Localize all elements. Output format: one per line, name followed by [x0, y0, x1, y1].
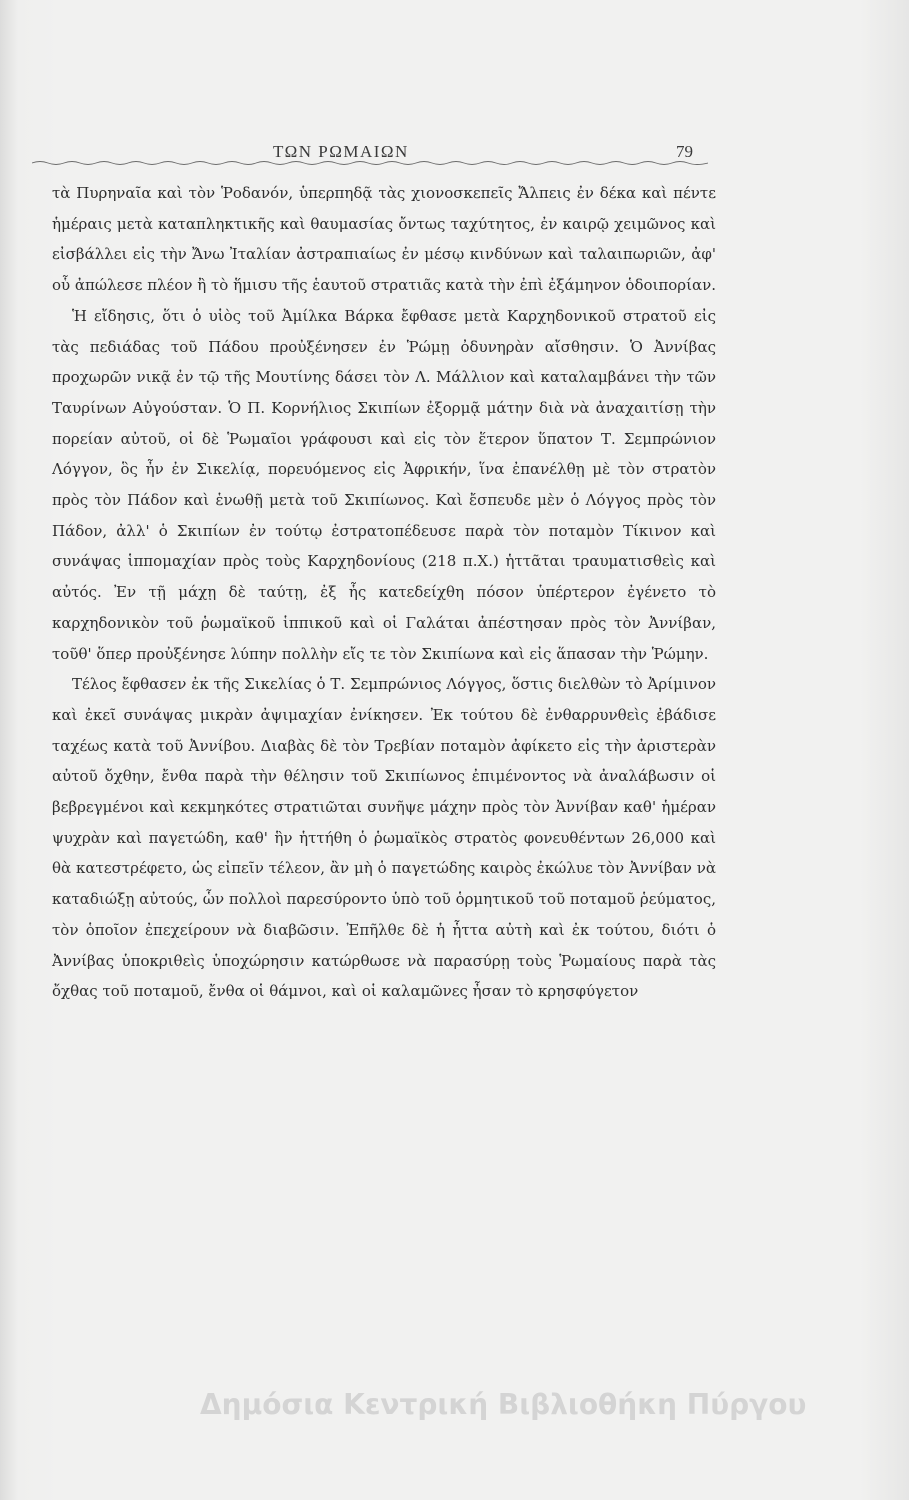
page-number: 79 [676, 142, 693, 161]
paragraph-1: τὰ Πυρηναῖα καὶ τὸν Ῥοδανόν, ὑπερπηδᾷ τὰς χιονοσκεπεῖς Ἄλπεις ἐν δέκα καὶ πέντε ἡμέραις μετὰ καταπληκτικῆς καὶ θαυμασίας ὄντως ταχύτητος, ἐν καιρῷ χειμῶνος καὶ εἰσβάλλει εἰς τὴν Ἄνω Ἰταλίαν ἀστραπιαίως ἐν μέσῳ κινδύνων καὶ ταλαιπωριῶν, ἀφ' οὗ ἀπώλεσε πλέον ἢ τὸ ἥμισυ τῆς ἑαυτοῦ στρατιᾶς κατὰ τὴν ἐπὶ ἐξάμηνον ὁδοιπορίαν. [52, 184, 716, 295]
library-watermark: Δημόσια Κεντρική Βιβλιοθήκη Πύργου [200, 1388, 807, 1421]
paragraph-3: Τέλος ἔφθασεν ἐκ τῆς Σικελίας ὁ Τ. Σεμπρώνιος Λόγγος, ὅστις διελθὼν τὸ Ἀρίμινον καὶ ἐκεῖ συνάψας μικρὰν ἀψιμαχίαν ἐνίκησεν. Ἐκ τούτου δὲ ἐνθαρρυνθεὶς ἐβάδισε ταχέως κατὰ τοῦ Ἀννίβου. Διαβὰς δὲ τὸν Τρεβίαν ποταμὸν ἀφίκετο εἰς τὴν ἀριστερὰν αὐτοῦ ὄχθην, ἔνθα παρὰ τὴν θέλησιν τοῦ Σκιπίωνος ἐπιμένοντος νὰ ἀναλάβωσιν οἱ βεβρεγμένοι καὶ κεκμηκότες στρατιῶται συνῆψε μάχην πρὸς τὸν Ἀννίβαν καθ' ἡμέραν ψυχρὰν καὶ παγετώδη, καθ' ἣν ἡττήθη ὁ ῥωμαϊκὸς στρατὸς φονευθέντων 26,000 καὶ θὰ κατεστρέφετο, ὡς εἰπεῖν τέλεον, ἂν μὴ ὁ παγετώδης καιρὸς ἐκώλυε τὸν Ἀννίβαν νὰ καταδιώξῃ αὐτούς, ὧν πολλοὶ παρεσύροντο ὑπὸ τοῦ ὁρμητικοῦ τοῦ ποταμοῦ ῥεύματος, τὸν ὁποῖον ἐπεχείρουν νὰ διαβῶσιν. Ἐπῆλθε δὲ ἡ ἧττα αὐτὴ καὶ ἐκ τούτου, διότι ὁ Ἀννίβας ὑποκριθεὶς ὑποχώρησιν κατώρθωσε νὰ παρασύρῃ τοὺς Ῥωμαίους παρὰ τὰς ὄχθας τοῦ ποταμοῦ, ἔνθα οἱ θάμνοι, καὶ οἱ καλαμῶνες ἦσαν τὸ κρησφύγετον [52, 675, 716, 1001]
header-rule [32, 160, 708, 166]
page-header [0, 138, 909, 168]
body-text [52, 178, 716, 1007]
running-title: ΤΩΝ ΡΩΜΑΙΩΝ [273, 142, 409, 161]
paragraph-2: Ἡ εἴδησις, ὅτι ὁ υἱὸς τοῦ Ἀμίλκα Βάρκα ἔφθασε μετὰ Καρχηδονικοῦ στρατοῦ εἰς τὰς πεδιάδας τοῦ Πάδου προὐξένησεν ἐν Ῥώμῃ ὀδυνηρὰν αἴσθησιν. Ὁ Ἀννίβας προχωρῶν νικᾷ ἐν τῷ τῆς Μουτίνης δάσει τὸν Λ. Μάλλιον καὶ καταλαμβάνει τὴν τῶν Ταυρίνων Αὐγούσταν. Ὁ Π. Κορνήλιος Σκιπίων ἐξορμᾷ μάτην διὰ νὰ ἀναχαιτίσῃ τὴν πορείαν αὐτοῦ, οἱ δὲ Ῥωμαῖοι γράφουσι καὶ εἰς τὸν ἕτερον ὕπατον Τ. Σεμπρώνιον Λόγγον, ὃς ἦν ἐν Σικελίᾳ, πορευόμενος εἰς Ἀφρικήν, ἵνα ἐπανέλθῃ μὲ τὸν στρατὸν πρὸς τὸν Πάδον καὶ ἑνωθῇ μετὰ τοῦ Σκιπίωνος. Καὶ ἔσπευδε μὲν ὁ Λόγγος πρὸς τὸν Πάδον, ἀλλ' ὁ Σκιπίων ἐν τούτῳ ἐστρατοπέδευσε παρὰ τὸν ποταμὸν Τίκινον καὶ συνάψας ἱππομαχίαν πρὸς τοὺς Καρχηδονίους (218 π.Χ.) ἡττᾶται τραυματισθεὶς καὶ αὐτός. Ἐν τῇ μάχῃ δὲ ταύτῃ, ἐξ ἧς κατεδείχθη πόσον ὑπέρτερον ἐγένετο τὸ καρχηδονικὸν τοῦ ῥωμαϊκοῦ ἱππικοῦ καὶ οἱ Γαλάται ἀπέστησαν πρὸς τὸν Ἀννίβαν, τοῦθ' ὅπερ προὐξένησε λύπην πολλὴν εἴς τε τὸν Σκιπίωνα καὶ εἰς ἅπασαν τὴν Ῥώμην. [52, 306, 716, 663]
